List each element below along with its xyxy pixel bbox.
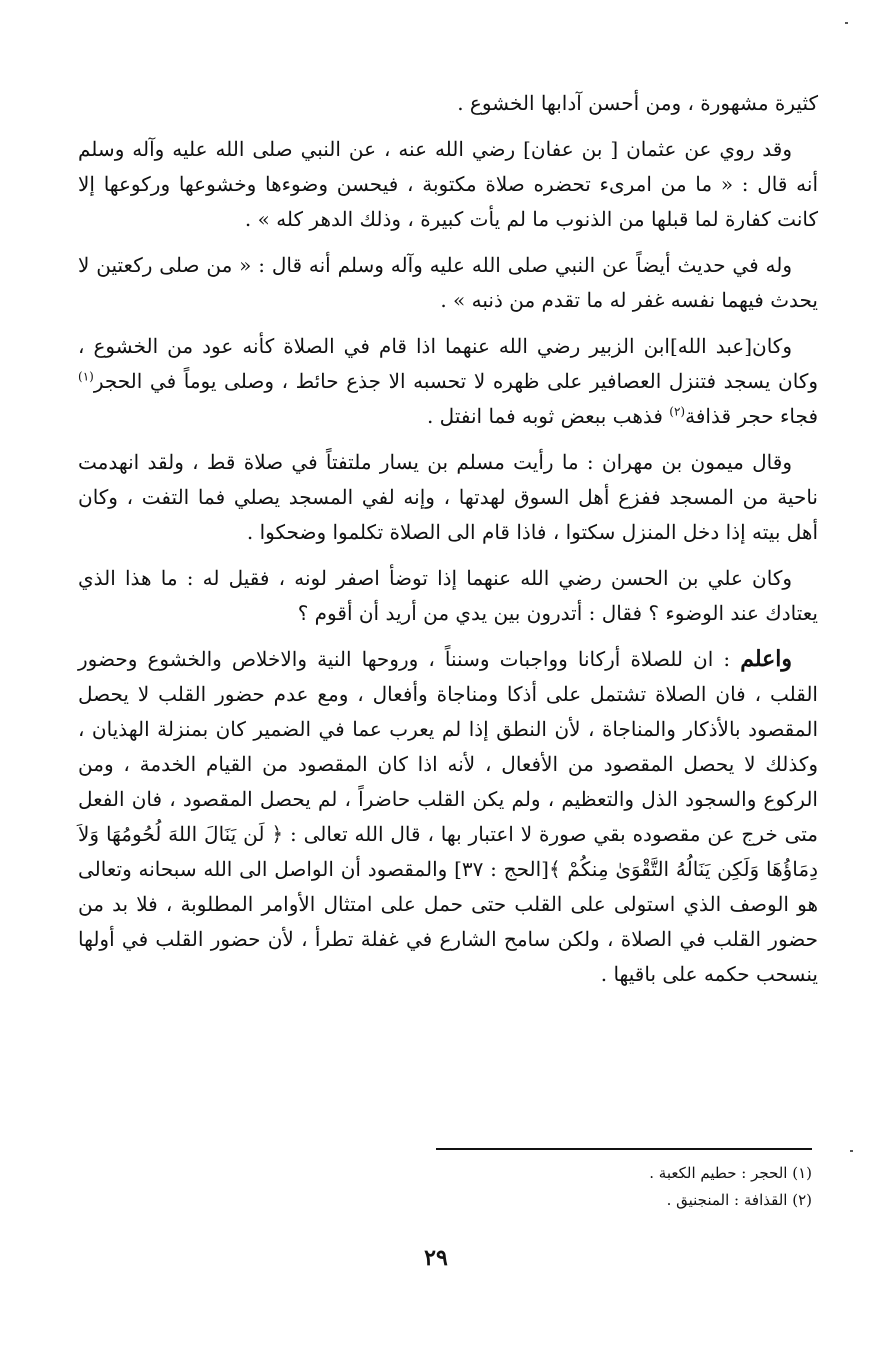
main-text (78, 86, 818, 1003)
footnote-divider (436, 1148, 812, 1150)
paragraph-5: وقال ميمون بن مهران : ما رأيت مسلم بن يسار ملتفتاً في صلاة قط ، ولقد انهدمت ناحية من المسجد ففزع أهل السوق لهدتها ، وإنه لفي المسجد يصلي فما التفت ، وكان أهل بيته إذا دخل المنزل سكتوا ، فاذا قام الى الصلاة تكلموا وضحكوا . (78, 450, 818, 544)
page-number: ٢٩ (424, 1245, 448, 1271)
footnote-marker-2: (٢) (669, 404, 686, 419)
paragraph-7: واعلم : ان للصلاة أركانا وواجبات وسنناً ، وروحها النية والاخلاص والخشوع وحضور القلب ، فان الصلاة تشتمل على أذكا ومناجاة وأفعال ، ومع عدم حضور القلب لا يحصل المقصود بالأذكار والمناجاة ، لأن النطق إذا لم يعرب عما في الضمير كان بمنزلة الهذيان ، وكذلك لا يحصل المقصود من الأفعال ، لأنه اذا كان المقصود من القيام الخدمة ، ومن الركوع والسجود الذل والتعظيم ، ولم يكن القلب حاضراً ، لم يحصل المقصود ، فان الفعل متى خرج عن مقصوده بقي صورة لا اعتبار بها ، قال الله تعالى : ﴿ لَن يَنَالَ اللهَ لُحُومُهَا وَلاَ دِمَاؤُهَا وَلَكِن يَنَالُهُ التَّقْوَىٰ مِنكُمْ ﴾[الحج : ٣٧] والمقصود أن الواصل الى الله سبحانه وتعالى هو الوصف الذي استولى على القلب حتى حمل على امتثال الأوامر المطلوبة ، فلا بد من حضور القلب في الصلاة ، ولكن سامح الشارع في غفلة تطرأ ، لأن حضور القلب في أولها ينسحب حكمه على باقيها . (78, 646, 818, 986)
paragraph-1: كثيرة مشهورة ، ومن أحسن آدابها الخشوع . (457, 91, 818, 115)
scan-speck (845, 22, 848, 24)
quran-verse: ﴿ لَن يَنَالَ اللهَ لُحُومُهَا وَلاَ دِمَاؤُهَا وَلَكِن يَنَالُهُ التَّقْوَىٰ مِنكُمْ ﴾ (78, 822, 818, 881)
footnote-marker-1: (١) (78, 369, 94, 384)
paragraph-6: وكان علي بن الحسن رضي الله عنهما إذا توضأ اصفر لونه ، فقيل له : ما هذا الذي يعتادك عند الوضوء ؟ فقال : أتدرون بين يدي من أريد أن أقوم ؟ (78, 566, 818, 625)
paragraph-4: وكان[عبد الله]ابن الزبير رضي الله عنهما اذا قام في الصلاة كأنه عود من الخشوع ، وكان يسجد فتنزل العصافير على ظهره لا تحسبه الا جذع حائط ، وصلى يوماً في الحجر$^{(١)}$ فجاء حجر قذافة$^{(٢)}$ فذهب ببعض ثوبه فما انفتل . (78, 334, 818, 428)
lead-word: واعلم (740, 646, 792, 672)
scan-speck (850, 1150, 853, 1152)
footnotes (436, 1160, 812, 1214)
verse-reference: [الحج : ٣٧] (454, 857, 549, 881)
footnote-2: (٢) القذافة : المنجنيق . (666, 1191, 812, 1209)
footnote-1: (١) الحجر : حطيم الكعبة . (649, 1164, 812, 1182)
paragraph-2: وقد روي عن عثمان [ بن عفان] رضي الله عنه ، عن النبي صلى الله عليه وآله وسلم أنه قال : « ما من امرىء تحضره صلاة مكتوبة ، فيحسن وضوءها وخشوعها وركوعها إلا كانت كفارة لما قبلها من الذنوب ما لم يأت كبيرة ، وذلك الدهر كله » . (78, 137, 818, 231)
paragraph-3: وله في حديث أيضاً عن النبي صلى الله عليه وآله وسلم أنه قال : « من صلى ركعتين لا يحدث فيهما نفسه غفر له ما تقدم من ذنبه » . (78, 253, 818, 312)
